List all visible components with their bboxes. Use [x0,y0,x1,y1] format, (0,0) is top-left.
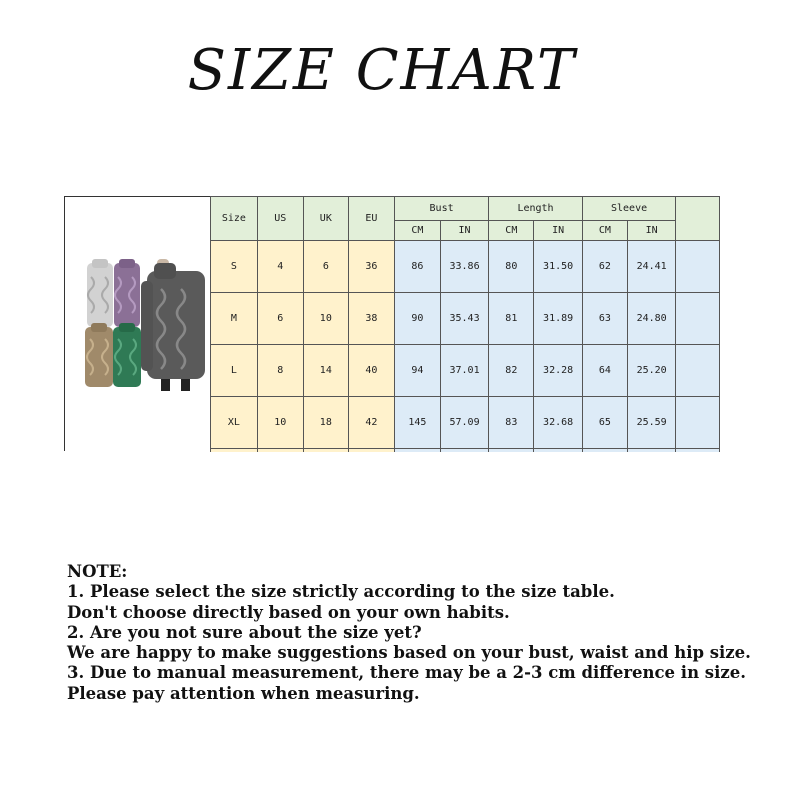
cell-sleeve-cm: 62 [582,241,627,293]
note-line: 3. Due to manual measurement, there may be a 2-3 cm difference in size. [67,663,746,683]
cell-length-in: 31.50 [534,241,582,293]
size-table [210,196,720,452]
cell-length-in: 32.28 [534,345,582,397]
sweater-green [113,323,141,387]
header-size: Size [211,197,258,241]
cell-bust-cm: 145 [394,397,440,449]
size-note [67,562,751,704]
cell-bust-cm: 90 [394,293,440,345]
sweater-grey-light [87,259,113,327]
note-line: Don't choose directly based on your own habits. [67,602,510,622]
subheader-in: IN [440,221,488,241]
cell-sleeve-cm: 65 [582,397,627,449]
cell-bust-cm: 86 [394,241,440,293]
cell-size: M [211,293,258,345]
sweater-purple [114,259,140,327]
table-row [211,397,720,449]
cell-uk: 10 [303,293,348,345]
note-heading: NOTE: [67,562,128,581]
cell-bust-in: 33.86 [440,241,488,293]
cell-length-in: 31.89 [534,293,582,345]
note-line: Please pay attention when measuring. [67,683,420,703]
cell-us: 10 [257,397,303,449]
cell-uk: 6 [303,241,348,293]
subheader-in: IN [627,221,675,241]
cell-length-cm: 81 [489,293,534,345]
cell-bust-cm: 94 [394,345,440,397]
cell-sleeve-in: 24.80 [627,293,675,345]
cell-length-cm: 83 [489,397,534,449]
table-row [211,345,720,397]
table-row [211,293,720,345]
cell-sleeve-in: 25.20 [627,345,675,397]
cell-eu: 38 [348,293,394,345]
note-line: We are happy to make suggestions based on your bust, waist and hip size. [67,643,751,663]
subheader-cm: CM [394,221,440,241]
header-uk: UK [303,197,348,241]
header-sleeve: Sleeve [582,197,676,221]
cell-extra [676,241,720,293]
cell-size: L [211,345,258,397]
page-title: SIZE CHART [187,38,577,103]
cell-extra [676,293,720,345]
cell-length-cm: 80 [489,241,534,293]
header-extra [676,197,720,241]
cell-uk: 18 [303,397,348,449]
cell-bust-in: 35.43 [440,293,488,345]
cell-bust-in: 57.09 [440,397,488,449]
cell-size: S [211,241,258,293]
subheader-cm: CM [582,221,627,241]
cell-length-cm: 82 [489,345,534,397]
subheader-in: IN [534,221,582,241]
header-us: US [257,197,303,241]
note-line: 2. Are you not sure about the size yet? [67,622,422,642]
cell-sleeve-in: 25.59 [627,397,675,449]
cell-bust-in: 37.01 [440,345,488,397]
cell-extra [676,397,720,449]
cell-eu: 42 [348,397,394,449]
cell-size: XL [211,397,258,449]
size-chart [64,196,720,452]
header-bust: Bust [394,197,488,221]
cell-eu: 40 [348,345,394,397]
cell-length-in: 32.68 [534,397,582,449]
note-line: 1. Please select the size strictly according to the size table. [67,582,615,602]
cell-sleeve-in: 24.41 [627,241,675,293]
cell-us: 8 [257,345,303,397]
cell-eu: 36 [348,241,394,293]
sweater-models-image [65,197,211,451]
cell-us: 6 [257,293,303,345]
subheader-cm: CM [489,221,534,241]
sweater-tan [85,323,113,387]
cell-extra [676,345,720,397]
table-row [211,241,720,293]
product-photo [64,196,211,451]
cell-sleeve-cm: 64 [582,345,627,397]
sweater-dark-grey [141,259,205,391]
cell-sleeve-cm: 63 [582,293,627,345]
header-eu: EU [348,197,394,241]
cell-us: 4 [257,241,303,293]
cell-uk: 14 [303,345,348,397]
header-length: Length [489,197,583,221]
